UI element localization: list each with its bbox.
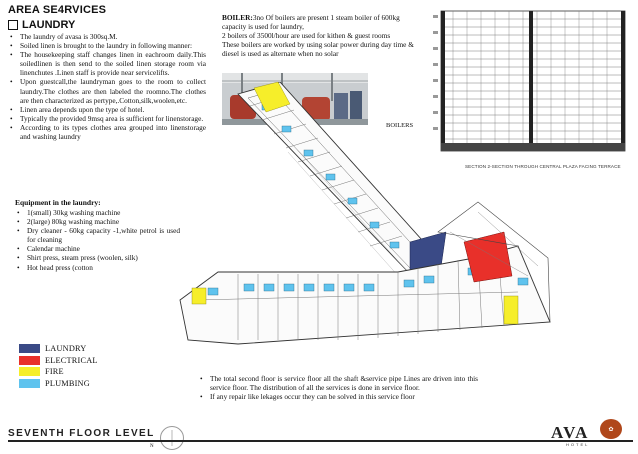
floor-level-title: SEVENTH FLOOR LEVEL	[8, 428, 155, 439]
legend-label: LAUNDRY	[45, 344, 87, 354]
hotel-logo: AVA	[551, 423, 590, 442]
legend-swatch-laundry	[19, 344, 40, 353]
legend-label: FIRE	[45, 367, 64, 377]
boiler-description	[222, 13, 422, 58]
list-item: • The total second floor is service floor all the shaft &service pipe Lines are driven into this service floor. The distribution of all the services is done in service floor.	[198, 374, 478, 392]
list-item: • The housekeeping staff changes linen in eachroom daily.This soiledlinen is then send to the soiled linen storage room via linenchutes .Linen staff is provide near servicelifts.	[8, 50, 206, 77]
list-item: • Shirt press, steam press (woolen, silk)	[15, 253, 180, 262]
legend-row-plumbing	[19, 378, 98, 390]
list-item: • The laundry of avasa is 300sq.M.	[8, 32, 206, 41]
boiler-line-3: These boilers are worked by using solar power during day time & diesel is used as alternate when no solar	[222, 40, 414, 59]
legend-swatch-fire	[19, 367, 40, 376]
service-floor-notes	[198, 374, 478, 401]
section-drawing-caption: SECTION 2-SECTION THROUGH CENTRAL PLAZA FACING TERRACE	[465, 164, 621, 169]
list-item: • Hot head press (cotton	[15, 263, 180, 272]
legend-row-fire	[19, 366, 98, 378]
list-item: • According to its types clothes area grouped into linenstorage and washing laundry	[8, 123, 206, 141]
checkbox-icon	[8, 20, 18, 30]
footer-divider	[8, 440, 633, 442]
boiler-line-2: 2 boilers of 3500l/hour are used for kithen & guest rooms	[222, 31, 391, 41]
north-arrow-icon	[160, 426, 184, 450]
legend-swatch-plumbing	[19, 379, 40, 388]
section-heading-label: LAUNDRY	[22, 19, 76, 31]
legend-label: ELECTRICAL	[45, 355, 98, 365]
list-item: • Calendar machine	[15, 244, 180, 253]
list-item: • Upon guestcall,the laundryman goes to the room to collect laundry.The clothes are then labeled the roomno.The clothes are then characterized as pertype,.Cotton,silk,woolen,etc.	[8, 77, 206, 104]
legend-swatch-electrical	[19, 356, 40, 365]
color-legend	[19, 343, 98, 389]
page-title: AREA SE4RVICES	[8, 4, 107, 16]
list-item: • 2(large) 80kg washing machine	[15, 217, 180, 226]
boiler-photo-caption: BOILERS	[386, 122, 414, 129]
north-label: N	[150, 444, 154, 449]
laundry-bullet-list	[8, 32, 206, 141]
equipment-list	[15, 208, 180, 272]
floor-plan-drawing	[178, 82, 558, 350]
legend-row-laundry	[19, 343, 98, 355]
list-item: • If any repair like lekages occur they can be solved in this service floor	[198, 392, 478, 401]
section-heading-laundry	[8, 19, 75, 31]
boiler-line-1: 3no Of boilers are present 1 steam boiler of 600kg capacity is used for laundry,	[222, 13, 400, 32]
list-item: • Typically the provided 9msq area is sufficient for linenstorage.	[8, 114, 206, 123]
list-item: • Soiled linen is brought to the laundry in following manner:	[8, 41, 206, 50]
legend-row-electrical	[19, 355, 98, 367]
list-item: • Dry cleaner - 60kg capacity -1,white petrol is used for cleaning	[15, 226, 180, 244]
logo-emblem-icon: ✿	[600, 419, 622, 439]
hotel-logo-subtitle: HOTEL	[566, 442, 590, 447]
boiler-label: BOILER:	[222, 13, 253, 22]
legend-label: PLUMBING	[45, 378, 90, 388]
equipment-heading: Equipment in the laundry:	[15, 198, 101, 207]
list-item: • 1(small) 30kg washing machine	[15, 208, 180, 217]
list-item: • Linen area depends upon the type of hotel.	[8, 105, 206, 114]
